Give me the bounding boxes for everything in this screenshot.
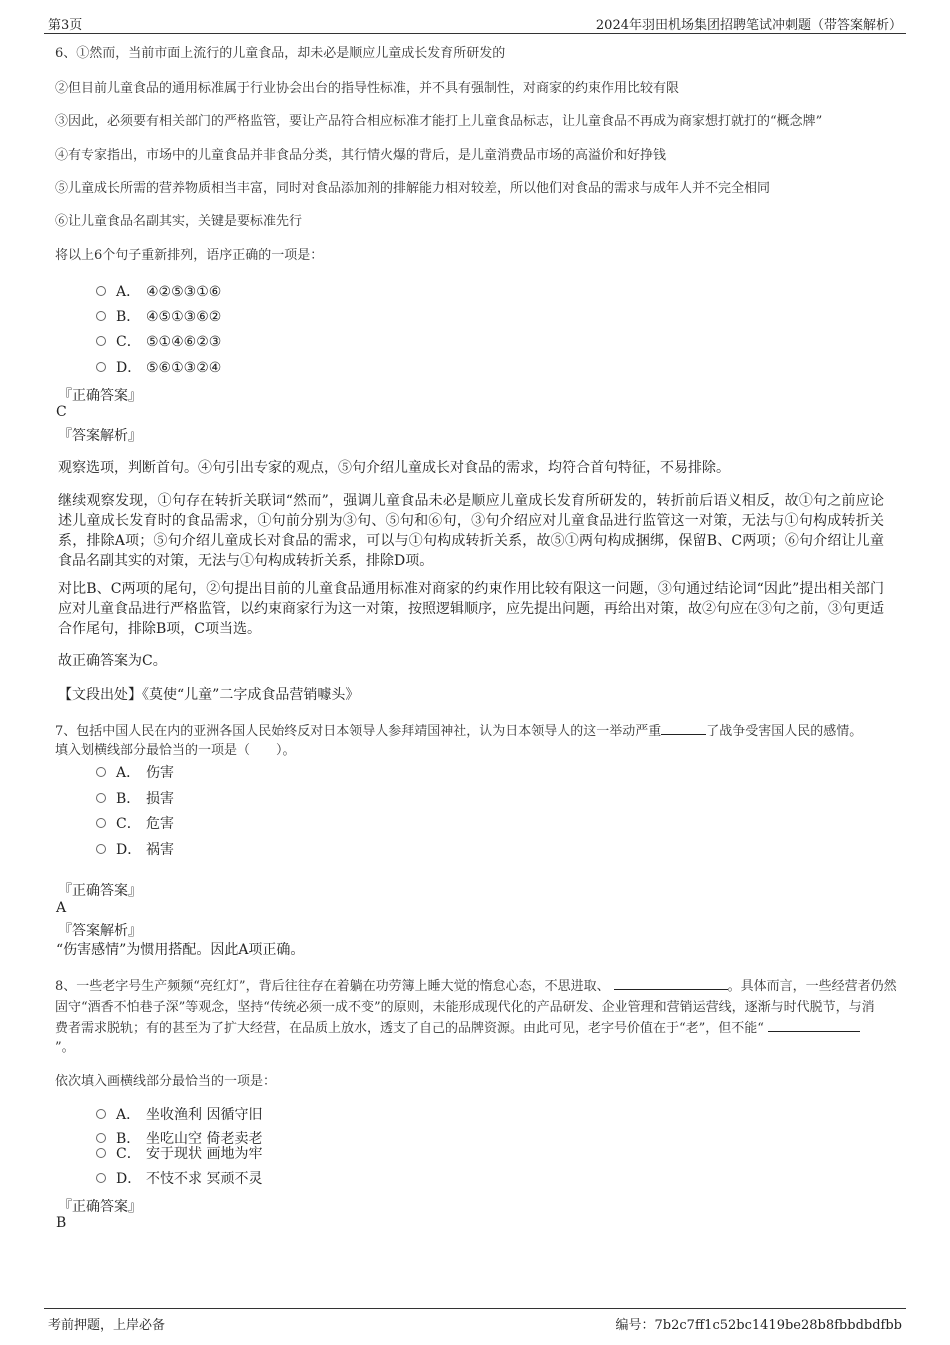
q6-prompt: 将以上6个句子重新排列，语序正确的一项是： <box>55 248 324 263</box>
radio-icon[interactable] <box>96 286 106 296</box>
q7-option-d[interactable]: D． 祸害 <box>96 839 174 859</box>
q6-analysis-paragraph-2: 继续观察发现，①句存在转折关联词“然而”，强调儿童食品未必是顺应儿童成长发育所研发的，转折前后语义相反，故①句之前应论述儿童成长发育时的食品需求，①句前分别为③句、⑤句和⑥句，③句介绍应对儿童食品进行监管这一对策，无法与①句构成转折关系，排除A项；⑤句介绍儿童成长对食品的需求，可以与①句构成转折关系，故⑤①两句构成捆绑，保留B、C两项；⑥句介绍让儿童食品名副其实的对策，无法与①句构成转折关系，排除D项。 <box>58 493 884 569</box>
fill-blank-1 <box>614 977 728 990</box>
q6-option-d[interactable]: D． ⑤⑥①③②④ <box>96 357 221 377</box>
q8-answer-label: 『正确答案』 <box>58 1199 142 1215</box>
q6-option-a[interactable]: A． ④②⑤③①⑥ <box>96 281 221 301</box>
document-title: 2024年羽田机场集团招聘笔试冲刺题（带答案解析） <box>595 18 902 33</box>
q8-option-b[interactable]: B． 坐吃山空 倚老卖老 <box>96 1128 262 1148</box>
q6-sentence-2: ②但目前儿童食品的通用标准属于行业协会出台的指导性标准，并不具有强制性，对商家的约束作用比较有限 <box>55 81 680 96</box>
radio-icon[interactable] <box>96 793 106 803</box>
q6-source: 【文段出处】《莫使“儿童”二字成食品营销噱头》 <box>58 687 360 703</box>
q6-sentence-1: 6、①然而，当前市面上流行的儿童食品，却未必是顺应儿童成长发育所研发的 <box>55 46 506 61</box>
radio-icon[interactable] <box>96 1173 106 1183</box>
q8-option-d[interactable]: D． 不忮不求 冥顽不灵 <box>96 1168 262 1188</box>
radio-icon[interactable] <box>96 844 106 854</box>
radio-icon[interactable] <box>96 767 106 777</box>
q7-answer: A <box>56 900 67 916</box>
q6-analysis-paragraph-1: 观察选项，判断首句。④句引出专家的观点，⑤句介绍儿童成长对食品的需求，均符合首句特征，不易排除。 <box>58 460 730 476</box>
fill-blank-2 <box>768 1019 860 1032</box>
footer-slogan: 考前押题，上岸必备 <box>48 1318 166 1333</box>
q7-stem: 7、包括中国人民在内的亚洲各国人民始终反对日本领导人参拜靖国神社，认为日本领导人的这一举动严重 了战争受害国人民的感情。 <box>55 724 863 739</box>
radio-icon[interactable] <box>96 1148 106 1158</box>
radio-icon[interactable] <box>96 336 106 346</box>
radio-icon[interactable] <box>96 818 106 828</box>
q8-stem-line-2: 固守“酒香不怕巷子深”等观念，坚持“传统必须一成不变”的原则，未能形成现代化的产品研发、企业管理和营销运营线，逐渐与时代脱节，与消 <box>55 1000 875 1015</box>
q6-option-c[interactable]: C． ⑤①④⑥②③ <box>96 331 221 351</box>
radio-icon[interactable] <box>96 1133 106 1143</box>
q6-answer: C <box>56 404 67 420</box>
q6-sentence-3: ③因此，必须要有相关部门的严格监管，要让产品符合相应标准才能打上儿童食品标志，让儿童食品不再成为商家想打就打的“概念牌” <box>55 114 823 129</box>
header-divider <box>44 33 906 34</box>
q7-option-b[interactable]: B． 损害 <box>96 788 174 808</box>
q6-sentence-6: ⑥让儿童食品名副其实，关键是要标准先行 <box>55 214 303 229</box>
page-number: 第3页 <box>48 18 83 33</box>
q6-sentence-5: ⑤儿童成长所需的营养物质相当丰富，同时对食品添加剂的排解能力相对较差，所以他们对食品的需求与成年人并不完全相同 <box>55 181 771 196</box>
q8-stem-line-1: 8、一些老字号生产频频“亮红灯”，背后往往存在着躺在功劳簿上睡大觉的惰怠心态，不思进取、 。具体而言，一些经营者仍然 <box>55 979 897 994</box>
q6-sentence-4: ④有专家指出，市场中的儿童食品并非食品分类，其行情火爆的背后，是儿童消费品市场的高溢价和好挣钱 <box>55 148 667 163</box>
q7-option-a[interactable]: A． 伤害 <box>96 762 174 782</box>
q7-answer-label: 『正确答案』 <box>58 883 142 899</box>
q6-analysis-paragraph-4: 故正确答案为C。 <box>58 653 167 669</box>
radio-icon[interactable] <box>96 1109 106 1119</box>
q8-stem-line-3: 费者需求脱轨；有的甚至为了扩大经营，在品质上放水，透支了自己的品牌资源。由此可见，老字号价值在于“老”，但不能“ <box>55 1017 860 1036</box>
q6-answer-label: 『正确答案』 <box>58 388 142 404</box>
q6-analysis-paragraph-3: 对比B、C两项的尾句，②句提出目前的儿童食品通用标准对商家的约束作用比较有限这一问题，③句通过结论词“因此”提出相关部门应对儿童食品进行严格监管，以约束商家行为这一对策，按照逻辑顺序，应先提出问题，再给出对策，故②句应在③句之前，③句更适合作尾句，排除B项，C项当选。 <box>58 581 884 637</box>
q8-answer: B <box>56 1215 67 1231</box>
fill-blank <box>661 722 706 735</box>
q8-option-a[interactable]: A． 坐收渔利 因循守旧 <box>96 1104 262 1124</box>
q6-option-b[interactable]: B． ④⑤①③⑥② <box>96 306 221 326</box>
q8-stem-line-4: ”。 <box>55 1040 75 1055</box>
q7-option-c[interactable]: C． 危害 <box>96 813 174 833</box>
q8-prompt: 依次填入画横线部分最恰当的一项是： <box>55 1074 277 1089</box>
q8-option-c[interactable]: C． 安于现状 画地为牢 <box>96 1143 262 1163</box>
q7-analysis-label: 『答案解析』 <box>58 923 142 939</box>
radio-icon[interactable] <box>96 362 106 372</box>
q7-prompt: 填入划横线部分最恰当的一项是（ ）。 <box>55 743 296 758</box>
footer-divider <box>44 1308 906 1309</box>
q6-analysis-label: 『答案解析』 <box>58 428 142 444</box>
document-id: 编号：7b2c7ff1c52bc1419be28b8fbbdbdfbb <box>615 1318 902 1333</box>
radio-icon[interactable] <box>96 311 106 321</box>
q7-analysis: “伤害感情”为惯用搭配。因此A项正确。 <box>56 942 305 958</box>
